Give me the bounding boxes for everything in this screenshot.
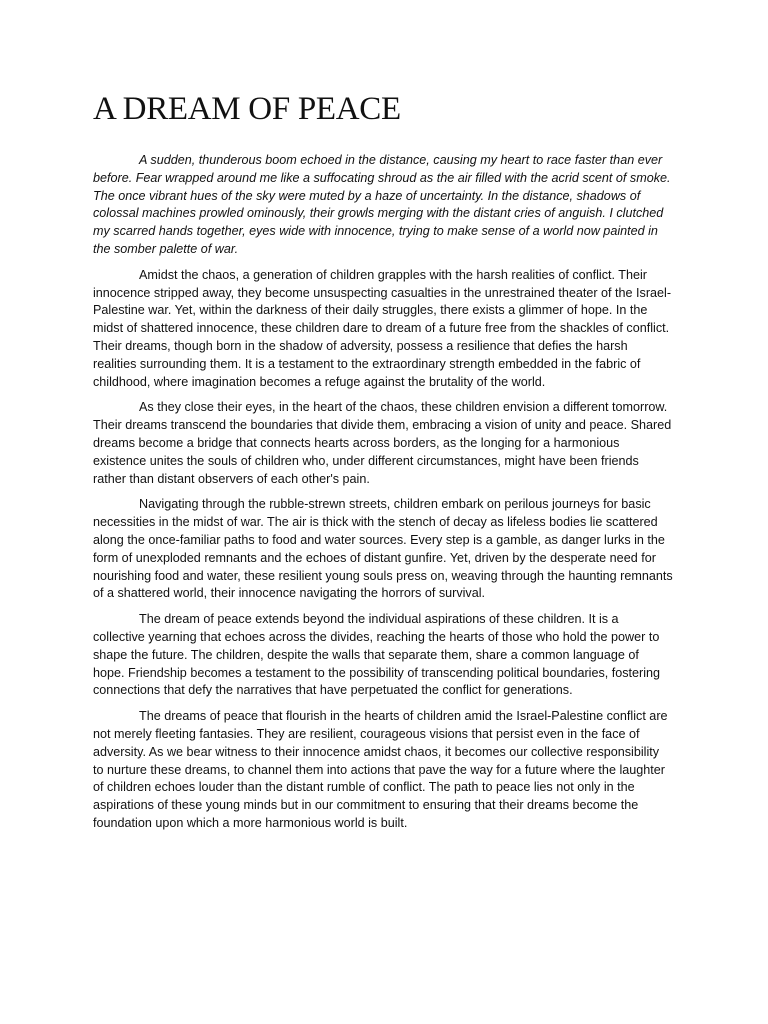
paragraph-3: As they close their eyes, in the heart of the chaos, these children envision a different tomorrow. Their dreams transcend the boundaries that divide them, embracing a vision of unity and peace. Shared dreams become a bridge that connects hearts across borders, as the longing for a harmonious existence unites the souls of children who, under different circumstances, might have been friends rather than distant observers of each other's pain.: [93, 400, 672, 486]
document-page: [93, 90, 673, 841]
paragraph-4: Navigating through the rubble-strewn streets, children embark on perilous journeys for basic necessities in the midst of war. The air is thick with the stench of decay as lifeless bodies lie scattered along the once-familiar paths to food and water sources. Every step is a gamble, as danger lurks in the form of unexploded remnants and the echoes of distant gunfire. Yet, driven by the desperate need for nourishing food and water, these resilient young souls press on, weaving through the haunting remnants of a shattered world, their innocence navigating the horrors of survival.: [93, 497, 673, 601]
paragraph-6: The dreams of peace that flourish in the hearts of children amid the Israel-Palestine conflict are not merely fleeting fantasies. They are resilient, courageous visions that persist even in the face of adversity. As we bear witness to their innocence amidst chaos, it becomes our collective responsibility to nurture these dreams, to channel them into actions that pave the way for a future where the laughter of children echoes louder than the distant rumble of conflict. The path to peace lies not only in the aspirations of these young minds but in our commitment to ensuring that their dreams become the foundation upon which a more harmonious world is built.: [93, 709, 668, 830]
paragraph-intro: A sudden, thunderous boom echoed in the distance, causing my heart to race faster than ever before. Fear wrapped around me like a suffocating shroud as the air filled with the acrid scent of smoke. The once vibrant hues of the sky were muted by a haze of uncertainty. In the distance, shadows of colossal machines prowled ominously, their growls merging with the distant cries of anguish. I clutched my scarred hands together, eyes wide with innocence, trying to make sense of a world now painted in the somber palette of war.: [93, 153, 671, 256]
paragraph-2: Amidst the chaos, a generation of children grapples with the harsh realities of conflict. Their innocence stripped away, they become unsuspecting casualties in the unrestrained theater of the Israel-Palestine war. Yet, within the darkness of their daily struggles, there exists a glimmer of hope. In the midst of shattered innocence, these children dare to dream of a future free from the shackles of conflict. Their dreams, though born in the shadow of adversity, possess a resilience that defies the harsh realities surrounding them. It is a testament to the extraordinary strength embedded in the fabric of childhood, where imagination becomes a refuge against the brutality of the world.: [93, 267, 672, 389]
paragraph-5: The dream of peace extends beyond the individual aspirations of these children. It is a collective yearning that echoes across the divides, reaching the hearts of those who hold the power to shape the future. The children, despite the walls that separate them, share a common language of hope. Friendship becomes a testament to the possibility of transcending political boundaries, fostering connections that defy the narratives that have perpetuated the conflict for generations.: [93, 612, 661, 698]
document-title: A DREAM OF PEACE: [93, 91, 401, 127]
